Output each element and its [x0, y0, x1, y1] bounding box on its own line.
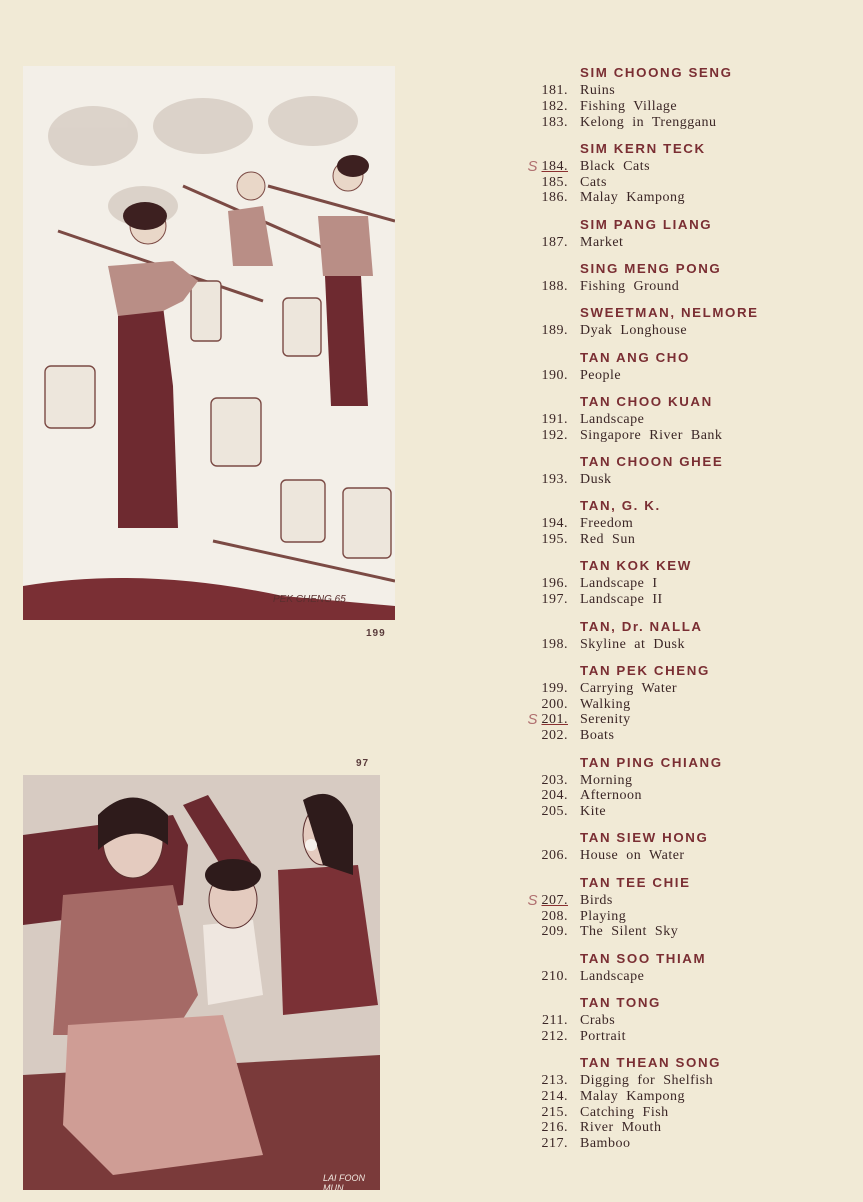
artist-group [520, 295, 850, 339]
artist-name: TAN CHOON GHEE [580, 454, 724, 470]
catalogue-entry [520, 924, 850, 940]
entry-title: Kite [580, 804, 607, 820]
entry-title: Afternoon [580, 788, 643, 804]
entry-title: Landscape I [580, 576, 658, 592]
entry-title: Carrying Water [580, 680, 678, 696]
artist-group [520, 1045, 850, 1152]
entry-number-text: 213. [541, 1073, 568, 1088]
artist-name: TAN THEAN SONG [580, 1055, 722, 1070]
entry-number [520, 728, 568, 744]
artist-name: TAN TONG [580, 994, 662, 1010]
entry-number-text: 207. [541, 892, 568, 908]
artist-group [520, 383, 850, 443]
entry-number-text: 200. [541, 696, 568, 712]
entry-number-text: 191. [541, 411, 568, 427]
entry-number-text: 183. [541, 114, 568, 130]
entry-number [520, 99, 568, 115]
catalogue-entry [520, 1120, 850, 1136]
entry-number [520, 428, 568, 444]
entry-number-text: 194. [541, 516, 568, 532]
entry-number [520, 279, 568, 295]
entry-title: Landscape [580, 411, 645, 427]
entry-number [520, 368, 568, 384]
entry-title: Dusk [580, 472, 612, 488]
artist-group [520, 488, 850, 548]
entry-number [520, 190, 568, 206]
artist-name: TAN KOK KEW [580, 558, 692, 574]
entry-title: Landscape [580, 968, 645, 984]
catalogue-entry [520, 681, 850, 697]
entry-number-text: 187. [541, 234, 568, 250]
entry-number-text: 185. [541, 174, 568, 190]
entry-number [520, 472, 568, 488]
catalogue-entry [520, 428, 850, 444]
artist-group [520, 339, 850, 383]
entry-title: The Silent Sky [580, 924, 679, 940]
entry-number [520, 1013, 568, 1029]
artist-group [520, 608, 850, 652]
group-gap [520, 940, 850, 948]
artist-group [520, 652, 850, 744]
artist-name: SWEETMAN, NELMORE [580, 305, 759, 321]
catalogue-entry [520, 576, 850, 592]
catalogue-entry [520, 592, 850, 608]
entry-number-text: 181. [541, 83, 568, 98]
entry-number [520, 848, 568, 864]
entry-number-text: 189. [541, 323, 568, 339]
catalogue-entry [520, 848, 850, 864]
catalogue-entry [520, 235, 850, 251]
entry-title: Fishing Ground [580, 279, 680, 295]
entry-number-text: 214. [541, 1088, 568, 1104]
signature: LAI FOON MUN [323, 1173, 366, 1190]
painting-seated-figures [23, 775, 380, 1190]
entry-number-text: 199. [541, 680, 568, 696]
entry-number-text: 197. [541, 592, 568, 608]
artist-group [520, 984, 850, 1044]
entry-number [520, 712, 568, 728]
catalogue-entry [520, 909, 850, 925]
group-gap [520, 206, 850, 214]
catalogue-entry [520, 1136, 850, 1152]
entry-title: Landscape II [580, 592, 663, 608]
entry-number-text: 208. [541, 908, 568, 924]
entry-number-text: 217. [541, 1136, 568, 1152]
entry-title: Dyak Longhouse [580, 323, 688, 339]
artist-name: TAN SOO THIAM [580, 950, 707, 966]
entry-number [520, 159, 568, 175]
entry-number-text: 193. [541, 472, 568, 488]
entry-number-text: 182. [541, 98, 568, 114]
entry-number [520, 576, 568, 592]
group-gap [520, 864, 850, 872]
entry-number [520, 924, 568, 940]
entry-number [520, 175, 568, 191]
entry-number [520, 323, 568, 339]
catalogue-entry [520, 279, 850, 295]
catalogue-entry [520, 115, 850, 131]
catalogue-entry [520, 712, 850, 728]
entry-title: People [580, 367, 622, 383]
entry-number [520, 1029, 568, 1045]
entry-number-text: 198. [541, 636, 568, 652]
entry-number [520, 804, 568, 820]
entry-number-text: 210. [541, 968, 568, 984]
group-gap [520, 652, 850, 660]
entry-title: Red Sun [580, 532, 636, 548]
entry-title: Singapore River Bank [580, 427, 723, 443]
entry-number [520, 697, 568, 713]
artist-group [520, 548, 850, 608]
entry-title: Fishing Village [580, 98, 678, 114]
painting-carrying-water [23, 66, 395, 620]
artist-name: SIM PANG LIANG [580, 216, 713, 232]
entry-title: Cats [580, 174, 607, 190]
entry-title: Morning [580, 772, 633, 788]
catalogue-entry [520, 532, 850, 548]
entry-title: Freedom [580, 516, 634, 532]
entry-title: Boats [580, 728, 615, 744]
entry-title: Digging for Shelfish [580, 1073, 714, 1088]
group-gap [520, 339, 850, 347]
entry-number-text: 212. [541, 1028, 568, 1044]
entry-number [520, 1120, 568, 1136]
entry-title: Ruins [580, 83, 616, 98]
group-gap [520, 1045, 850, 1053]
entry-number-text: 203. [541, 772, 568, 788]
entry-number [520, 681, 568, 697]
catalogue-list [520, 62, 850, 1152]
sold-mark: S [527, 711, 538, 729]
entry-title: Serenity [580, 712, 631, 728]
sold-mark: S [527, 891, 538, 909]
entry-number-text: 209. [541, 924, 568, 940]
catalogue-entry [520, 412, 850, 428]
catalogue-entry [520, 1089, 850, 1105]
catalogue-entry [520, 893, 850, 909]
catalogue-entry [520, 1105, 850, 1121]
group-gap [520, 295, 850, 303]
catalogue-entry [520, 697, 850, 713]
catalogue-entry [520, 728, 850, 744]
entry-number [520, 1073, 568, 1089]
entry-number [520, 516, 568, 532]
artist-name: TAN ANG CHO [580, 349, 690, 365]
entry-number-text: 192. [541, 427, 568, 443]
entry-title: Catching Fish [580, 1104, 669, 1120]
catalogue-entry [520, 1013, 850, 1029]
catalogue-entry [520, 472, 850, 488]
entry-number-text: 201. [541, 712, 568, 728]
entry-number [520, 969, 568, 985]
catalogue-entry [520, 1073, 850, 1089]
entry-number-text: 216. [541, 1120, 568, 1136]
entry-number [520, 1136, 568, 1152]
sold-mark: S [527, 157, 538, 175]
artist-name: TAN, G. K. [580, 498, 661, 514]
entry-number-text: 202. [541, 728, 568, 744]
entry-number [520, 773, 568, 789]
entry-number [520, 788, 568, 804]
artist-name: SING MENG PONG [580, 261, 722, 277]
entry-number-text: 188. [541, 279, 568, 295]
artist-group [520, 940, 850, 984]
group-gap [520, 383, 850, 391]
entry-number-text: 215. [541, 1104, 568, 1120]
entry-number-text: 205. [541, 804, 568, 820]
entry-title: Crabs [580, 1012, 616, 1028]
group-gap [520, 608, 850, 616]
entry-number-text: 186. [541, 190, 568, 206]
artist-group [520, 744, 850, 820]
group-gap [520, 984, 850, 992]
artist-group [520, 444, 850, 488]
artist-name: TAN PING CHIANG [580, 754, 723, 770]
artist-group [520, 130, 850, 206]
entry-number [520, 115, 568, 131]
catalogue-entry [520, 99, 850, 115]
entry-number-text: 184. [541, 158, 568, 174]
artist-name: SIM CHOONG SENG [580, 65, 733, 80]
catalogue-entry [520, 368, 850, 384]
entry-number [520, 532, 568, 548]
entry-title: Malay Kampong [580, 1088, 685, 1104]
entry-title: Kelong in Trengganu [580, 114, 717, 130]
catalogue-entry [520, 969, 850, 985]
catalogue-entry [520, 323, 850, 339]
group-gap [520, 130, 850, 138]
entry-number-text: 206. [541, 848, 568, 864]
group-gap [520, 444, 850, 452]
entry-number [520, 592, 568, 608]
catalogue-entry [520, 516, 850, 532]
catalogue-entry [520, 1029, 850, 1045]
entry-number [520, 235, 568, 251]
entry-title: Playing [580, 908, 627, 924]
entry-title: Portrait [580, 1028, 626, 1044]
entry-title: House on Water [580, 848, 685, 864]
entry-title: Market [580, 234, 624, 250]
catalogue-entry [520, 804, 850, 820]
plate-number: 97 [356, 758, 370, 769]
artist-name: SIM KERN TECK [580, 140, 706, 156]
group-gap [520, 251, 850, 259]
group-gap [520, 744, 850, 752]
artist-name: TAN PEK CHENG [580, 662, 710, 678]
entry-number [520, 637, 568, 653]
entry-title: Walking [580, 696, 631, 712]
entry-number-text: 195. [541, 532, 568, 548]
catalogue-entry [520, 159, 850, 175]
entry-title: Black Cats [580, 158, 651, 174]
artist-group [520, 251, 850, 295]
group-gap [520, 488, 850, 496]
entry-title: River Mouth [580, 1120, 662, 1136]
entry-number-text: 190. [541, 367, 568, 383]
artist-group [520, 206, 850, 250]
artist-name: TAN, Dr. NALLA [580, 618, 703, 634]
entry-title: Skyline at Dusk [580, 636, 685, 652]
artist-group [520, 820, 850, 864]
catalogue-entry [520, 175, 850, 191]
catalogue-entry [520, 637, 850, 653]
catalogue-entry [520, 190, 850, 206]
catalogue-entry [520, 773, 850, 789]
catalogue-entry [520, 83, 850, 99]
entry-title: Birds [580, 892, 613, 908]
artist-name: TAN CHOO KUAN [580, 393, 713, 409]
entry-number [520, 893, 568, 909]
entry-title: Bamboo [580, 1136, 631, 1152]
entry-number-text: 204. [541, 788, 568, 804]
entry-number-text: 196. [541, 576, 568, 592]
artist-group [520, 62, 850, 130]
signature: PEK CHENG 65 [273, 594, 346, 605]
entry-number [520, 412, 568, 428]
plate-number: 199 [366, 628, 386, 639]
group-gap [520, 548, 850, 556]
entry-title: Malay Kampong [580, 190, 685, 206]
artist-name: TAN TEE CHIE [580, 874, 691, 890]
catalogue-entry [520, 788, 850, 804]
entry-number [520, 1089, 568, 1105]
entry-number [520, 1105, 568, 1121]
artist-name: TAN SIEW HONG [580, 830, 709, 846]
entry-number [520, 909, 568, 925]
artist-group [520, 864, 850, 940]
entry-number-text: 211. [542, 1012, 568, 1028]
group-gap [520, 820, 850, 828]
entry-number [520, 83, 568, 99]
